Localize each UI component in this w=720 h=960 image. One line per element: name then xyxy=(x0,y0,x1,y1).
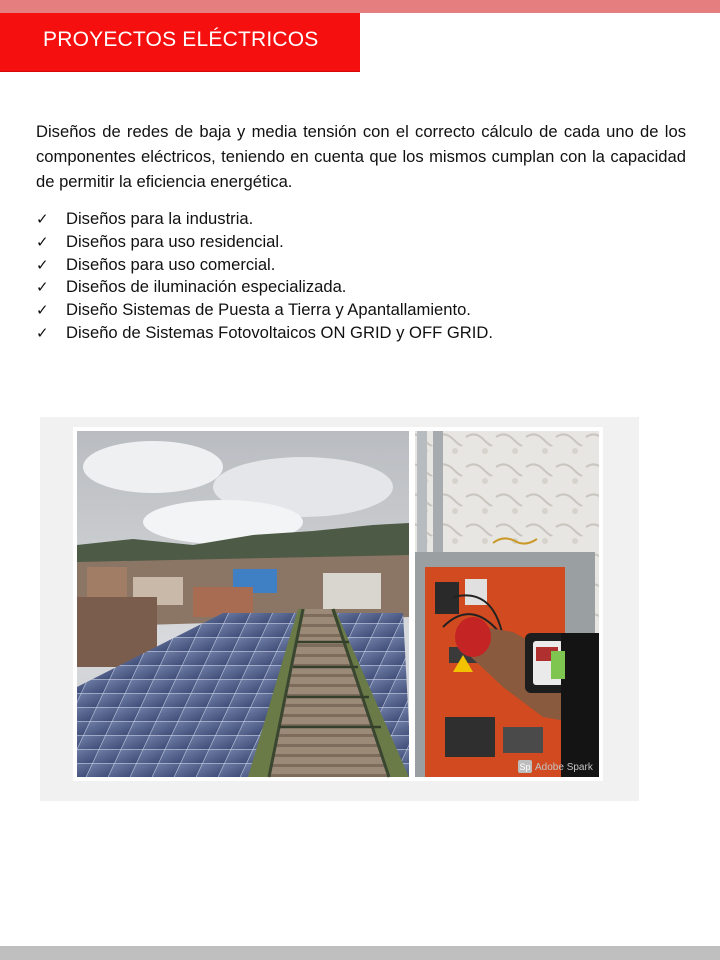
list-item xyxy=(36,232,493,255)
watermark-text: Adobe Spark xyxy=(535,762,593,773)
services-list xyxy=(36,209,493,346)
solar-roof-photo xyxy=(77,431,409,777)
intro-paragraph: Diseños de redes de baja y media tensión con el correcto cálculo de cada uno de los componentes eléctricos, teniendo en cuenta que los mismos cumplan con la capacidad de permitir la eficiencia energética. xyxy=(36,122,686,191)
check-icon: ✓ xyxy=(36,324,49,342)
check-icon: ✓ xyxy=(36,233,49,251)
adobe-spark-watermark xyxy=(518,760,594,773)
list-item xyxy=(36,300,493,323)
title-banner xyxy=(0,13,360,72)
photo-panel xyxy=(40,417,639,801)
check-icon: ✓ xyxy=(36,256,49,274)
list-item xyxy=(36,255,493,278)
photo-collage xyxy=(73,427,603,781)
list-item xyxy=(36,277,493,300)
electrical-panel-photo xyxy=(415,431,599,777)
list-item-text: Diseños para la industria. xyxy=(66,209,254,228)
page-title: PROYECTOS ELÉCTRICOS xyxy=(43,28,319,51)
check-icon: ✓ xyxy=(36,279,49,297)
list-item-text: Diseño Sistemas de Puesta a Tierra y Apantallamiento. xyxy=(66,300,471,320)
list-item xyxy=(36,209,493,232)
list-item-text: Diseño de Sistemas Fotovoltaicos ON GRID y OFF GRID. xyxy=(66,322,493,342)
list-item xyxy=(36,323,493,346)
watermark-badge: Sp xyxy=(519,762,531,772)
top-accent-bar xyxy=(0,0,720,13)
bottom-bar xyxy=(0,946,720,960)
check-icon: ✓ xyxy=(36,211,49,228)
photo-collage-svg xyxy=(73,427,603,781)
check-icon: ✓ xyxy=(36,302,49,320)
list-item-text: Diseños de iluminación especializada. xyxy=(66,277,347,297)
list-item-text: Diseños para uso comercial. xyxy=(66,254,276,274)
list-item-text: Diseños para uso residencial. xyxy=(66,231,284,251)
